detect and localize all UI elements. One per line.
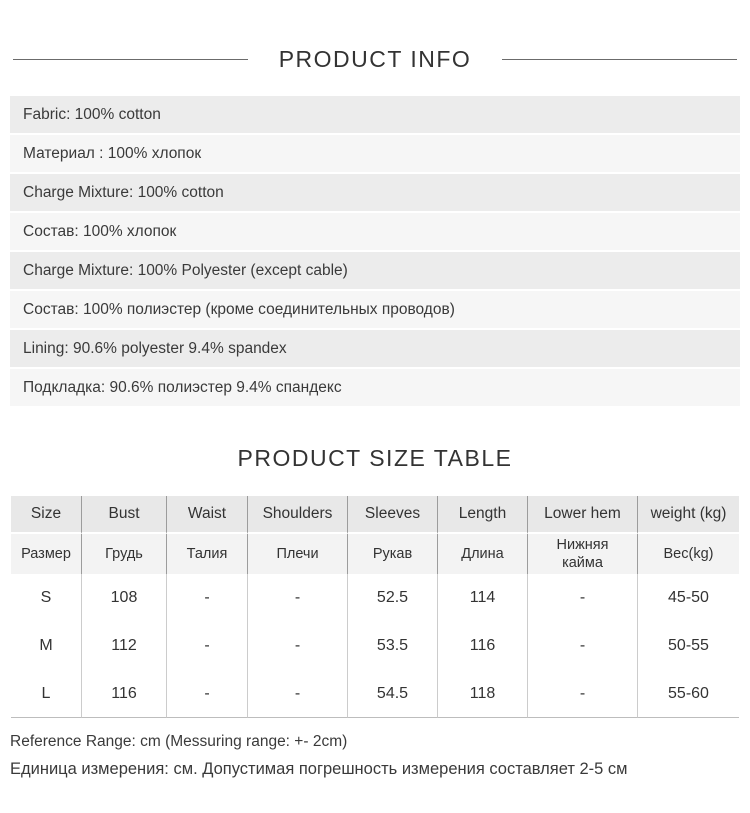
- size-cell: -: [528, 670, 638, 718]
- col-header-weight-ru: Вес(kg): [638, 534, 739, 574]
- col-header-waist: Waist: [167, 496, 248, 534]
- size-cell: 112: [82, 622, 167, 670]
- size-cell: 53.5: [348, 622, 438, 670]
- col-header-length-ru: Длина: [438, 534, 528, 574]
- col-header-shoulders: Shoulders: [248, 496, 348, 534]
- size-cell: 54.5: [348, 670, 438, 718]
- size-cell: -: [167, 622, 248, 670]
- col-header-weight: weight (kg): [638, 496, 739, 534]
- size-cell: 50-55: [638, 622, 739, 670]
- info-row-charge-mixture-1-ru: Состав: 100% хлопок: [10, 213, 740, 250]
- size-row-l: [11, 670, 739, 718]
- lower-hem-ru-label: Нижняя кайма: [556, 536, 609, 571]
- size-cell: 55-60: [638, 670, 739, 718]
- info-row-fabric-en: Fabric: 100% cotton: [10, 96, 740, 133]
- size-table-header-ru: [11, 534, 739, 574]
- size-cell: 118: [438, 670, 528, 718]
- size-cell: 114: [438, 574, 528, 622]
- info-row-fabric-ru: Материал : 100% хлопок: [10, 135, 740, 172]
- product-info-header: [0, 0, 750, 73]
- size-table-title: PRODUCT SIZE TABLE: [237, 445, 513, 471]
- size-cell: 52.5: [348, 574, 438, 622]
- title-left-rule: [13, 59, 248, 60]
- size-cell: M: [11, 622, 82, 670]
- col-header-size-ru: Размер: [11, 534, 82, 574]
- info-row-charge-mixture-2-ru: Состав: 100% полиэстер (кроме соединительных проводов): [10, 291, 740, 328]
- col-header-waist-ru: Талия: [167, 534, 248, 574]
- size-cell: 116: [438, 622, 528, 670]
- col-header-sleeves: Sleeves: [348, 496, 438, 534]
- col-header-sleeves-ru: Рукав: [348, 534, 438, 574]
- info-row-charge-mixture-1-en: Charge Mixture: 100% cotton: [10, 174, 740, 211]
- size-table-header-en: [11, 496, 739, 534]
- size-cell: 45-50: [638, 574, 739, 622]
- col-header-bust-ru: Грудь: [82, 534, 167, 574]
- fabric-info-list: [10, 96, 740, 406]
- size-cell: -: [248, 622, 348, 670]
- col-header-bust: Bust: [82, 496, 167, 534]
- size-cell: -: [528, 574, 638, 622]
- size-cell: 108: [82, 574, 167, 622]
- title-right-rule: [502, 59, 737, 60]
- page-title: PRODUCT INFO: [278, 46, 472, 72]
- col-header-shoulders-ru: Плечи: [248, 534, 348, 574]
- info-row-charge-mixture-2-en: Charge Mixture: 100% Polyester (except cable): [10, 252, 740, 289]
- size-cell: -: [248, 574, 348, 622]
- size-cell: -: [167, 670, 248, 718]
- measurement-notes: [10, 733, 740, 779]
- info-row-lining-ru: Подкладка: 90.6% полиэстер 9.4% спандекс: [10, 369, 740, 406]
- size-cell: -: [248, 670, 348, 718]
- size-cell: -: [167, 574, 248, 622]
- col-header-size: Size: [11, 496, 82, 534]
- size-row-m: [11, 622, 739, 670]
- size-cell: 116: [82, 670, 167, 718]
- col-header-lower-hem: Lower hem: [528, 496, 638, 534]
- size-table: [11, 496, 739, 718]
- col-header-length: Length: [438, 496, 528, 534]
- col-header-lower-hem-ru: [528, 534, 638, 574]
- size-cell: L: [11, 670, 82, 718]
- reference-range-note-en: Reference Range: cm (Messuring range: +- 2cm): [10, 733, 348, 750]
- info-row-lining-en: Lining: 90.6% polyester 9.4% spandex: [10, 330, 740, 367]
- size-row-s: [11, 574, 739, 622]
- size-cell: -: [528, 622, 638, 670]
- size-cell: S: [11, 574, 82, 622]
- reference-range-note-ru: Единица измерения: см. Допустимая погрешность измерения составляет 2-5 см: [10, 760, 628, 778]
